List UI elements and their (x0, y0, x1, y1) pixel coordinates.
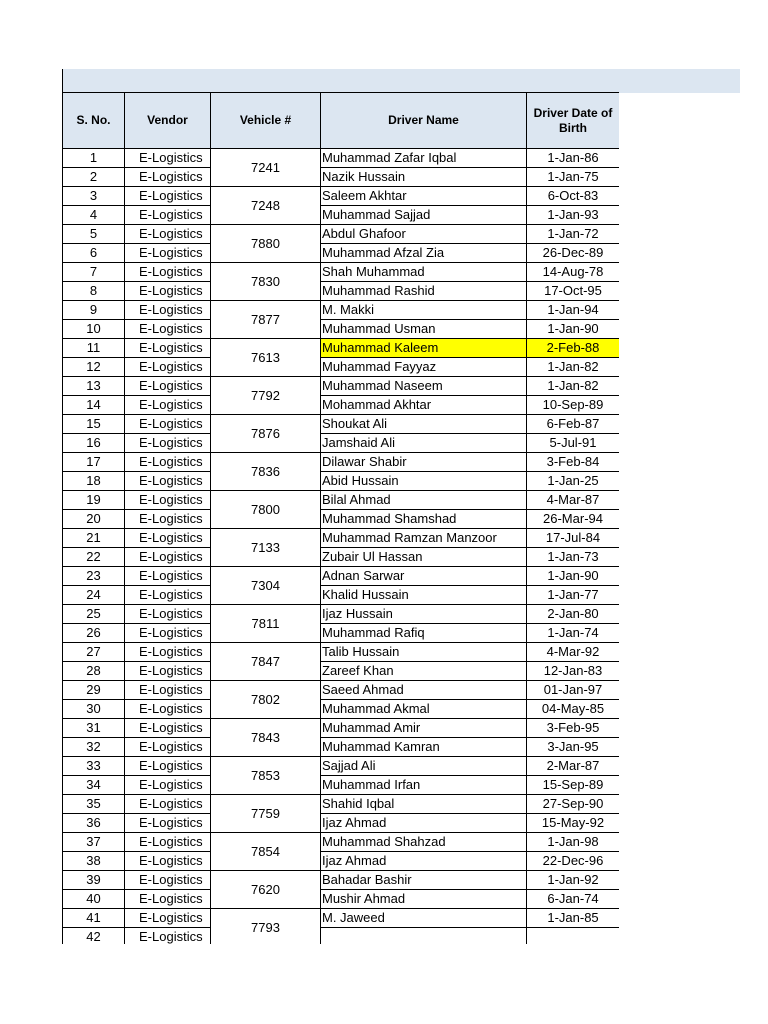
cell-sno[interactable]: 12 (63, 358, 125, 377)
cell-vehicle[interactable]: 7613 (211, 339, 321, 377)
cell-sno[interactable]: 26 (63, 624, 125, 643)
cell-vendor[interactable]: E-Logistics (125, 529, 211, 548)
cell-driver-name[interactable]: Sajjad Ali (321, 757, 527, 776)
cell-sno[interactable]: 5 (63, 225, 125, 244)
header-vehicle[interactable]: Vehicle # (211, 93, 321, 149)
cell-vehicle[interactable]: 7304 (211, 567, 321, 605)
cell-vendor[interactable]: E-Logistics (125, 472, 211, 491)
cell-dob[interactable]: 6-Feb-87 (527, 415, 620, 434)
table-row (63, 605, 620, 624)
cell-dob[interactable]: 3-Feb-84 (527, 453, 620, 472)
cell-dob[interactable]: 12-Jan-83 (527, 662, 620, 681)
table-row (63, 567, 620, 586)
cell-driver-name[interactable] (321, 928, 527, 945)
cell-driver-name[interactable]: Nazik Hussain (321, 168, 527, 187)
cell-sno[interactable]: 24 (63, 586, 125, 605)
cell-sno[interactable]: 33 (63, 757, 125, 776)
table-viewport (62, 92, 619, 944)
cell-dob[interactable]: 1-Jan-25 (527, 472, 620, 491)
cell-dob[interactable]: 01-Jan-97 (527, 681, 620, 700)
table-row (63, 643, 620, 662)
cell-sno[interactable]: 28 (63, 662, 125, 681)
cell-sno[interactable]: 3 (63, 187, 125, 206)
cell-driver-name[interactable]: Saeed Ahmad (321, 681, 527, 700)
table-row (63, 358, 620, 377)
cell-vendor[interactable]: E-Logistics (125, 833, 211, 852)
cell-driver-name[interactable]: Shahid Iqbal (321, 795, 527, 814)
cell-sno[interactable]: 36 (63, 814, 125, 833)
cell-vendor[interactable]: E-Logistics (125, 852, 211, 871)
cell-vendor[interactable]: E-Logistics (125, 586, 211, 605)
header-vendor[interactable]: Vendor (125, 93, 211, 149)
table-row (63, 624, 620, 643)
cell-dob[interactable]: 3-Feb-95 (527, 719, 620, 738)
cell-sno[interactable]: 39 (63, 871, 125, 890)
cell-vehicle[interactable]: 7843 (211, 719, 321, 757)
header-sno[interactable]: S. No. (63, 93, 125, 149)
cell-sno[interactable]: 34 (63, 776, 125, 795)
cell-driver-name[interactable]: M. Makki (321, 301, 527, 320)
cell-vendor[interactable]: E-Logistics (125, 510, 211, 529)
table-row (63, 187, 620, 206)
cell-sno[interactable]: 9 (63, 301, 125, 320)
table-row (63, 795, 620, 814)
cell-vehicle[interactable]: 7811 (211, 605, 321, 643)
table-row (63, 263, 620, 282)
cell-dob[interactable]: 26-Mar-94 (527, 510, 620, 529)
cell-driver-name[interactable]: Muhammad Rafiq (321, 624, 527, 643)
table-row (63, 301, 620, 320)
table-row (63, 225, 620, 244)
cell-driver-name[interactable]: Ijaz Ahmad (321, 852, 527, 871)
table-row (63, 586, 620, 605)
cell-vendor[interactable]: E-Logistics (125, 548, 211, 567)
cell-dob[interactable]: 1-Jan-72 (527, 225, 620, 244)
header-dob[interactable]: Driver Date of Birth (527, 93, 620, 149)
cell-driver-name[interactable]: Zareef Khan (321, 662, 527, 681)
table-row (63, 909, 620, 928)
cell-driver-name[interactable]: Mohammad Akhtar (321, 396, 527, 415)
table-row (63, 890, 620, 909)
cell-driver-name[interactable]: Muhammad Shamshad (321, 510, 527, 529)
cell-vendor[interactable]: E-Logistics (125, 814, 211, 833)
table-row (63, 206, 620, 225)
cell-driver-name[interactable]: Muhammad Naseem (321, 377, 527, 396)
cell-dob[interactable]: 1-Jan-90 (527, 567, 620, 586)
table-row (63, 681, 620, 700)
cell-vendor[interactable]: E-Logistics (125, 662, 211, 681)
table-row (63, 928, 620, 945)
cell-dob[interactable]: 1-Jan-82 (527, 358, 620, 377)
cell-dob[interactable]: 1-Jan-98 (527, 833, 620, 852)
cell-dob[interactable] (527, 928, 620, 945)
cell-dob[interactable]: 15-May-92 (527, 814, 620, 833)
cell-vendor[interactable]: E-Logistics (125, 434, 211, 453)
cell-dob[interactable]: 1-Jan-75 (527, 168, 620, 187)
table-row (63, 377, 620, 396)
table-row (63, 529, 620, 548)
cell-driver-name[interactable]: Muhammad Afzal Zia (321, 244, 527, 263)
table-row (63, 852, 620, 871)
cell-vendor[interactable]: E-Logistics (125, 871, 211, 890)
cell-sno[interactable]: 20 (63, 510, 125, 529)
cell-vehicle[interactable]: 7802 (211, 681, 321, 719)
cell-vehicle[interactable]: 7854 (211, 833, 321, 871)
cell-vehicle[interactable]: 7830 (211, 263, 321, 301)
cell-dob[interactable]: 10-Sep-89 (527, 396, 620, 415)
cell-vehicle[interactable]: 7248 (211, 187, 321, 225)
cell-sno[interactable]: 10 (63, 320, 125, 339)
cell-vendor[interactable]: E-Logistics (125, 776, 211, 795)
cell-dob[interactable]: 2-Jan-80 (527, 605, 620, 624)
table-row (63, 776, 620, 795)
cell-vendor[interactable]: E-Logistics (125, 738, 211, 757)
cell-sno[interactable]: 2 (63, 168, 125, 187)
cell-dob[interactable]: 4-Mar-92 (527, 643, 620, 662)
cell-sno[interactable]: 6 (63, 244, 125, 263)
cell-driver-name[interactable]: Muhammad Akmal (321, 700, 527, 719)
cell-vendor[interactable]: E-Logistics (125, 605, 211, 624)
table-row (63, 491, 620, 510)
cell-vendor[interactable]: E-Logistics (125, 206, 211, 225)
cell-dob[interactable]: 1-Jan-77 (527, 586, 620, 605)
cell-sno[interactable]: 40 (63, 890, 125, 909)
cell-sno[interactable]: 29 (63, 681, 125, 700)
cell-driver-name[interactable]: Muhammad Zafar Iqbal (321, 149, 527, 168)
table-row (63, 453, 620, 472)
table-row (63, 282, 620, 301)
title-band (62, 69, 740, 93)
table-row (63, 814, 620, 833)
cell-vehicle[interactable]: 7853 (211, 757, 321, 795)
cell-dob[interactable]: 22-Dec-96 (527, 852, 620, 871)
cell-sno[interactable]: 1 (63, 149, 125, 168)
cell-driver-name[interactable]: Muhammad Sajjad (321, 206, 527, 225)
cell-dob[interactable]: 4-Mar-87 (527, 491, 620, 510)
cell-vendor[interactable]: E-Logistics (125, 377, 211, 396)
cell-sno[interactable]: 14 (63, 396, 125, 415)
cell-sno[interactable]: 11 (63, 339, 125, 358)
cell-driver-name[interactable]: Jamshaid Ali (321, 434, 527, 453)
cell-sno[interactable]: 13 (63, 377, 125, 396)
table-row (63, 510, 620, 529)
cell-driver-name[interactable]: Adnan Sarwar (321, 567, 527, 586)
cell-sno[interactable]: 31 (63, 719, 125, 738)
cell-vehicle[interactable]: 7800 (211, 491, 321, 529)
cell-dob[interactable]: 1-Jan-93 (527, 206, 620, 225)
cell-driver-name[interactable]: Ijaz Hussain (321, 605, 527, 624)
cell-driver-name[interactable]: Abid Hussain (321, 472, 527, 491)
cell-vendor[interactable]: E-Logistics (125, 757, 211, 776)
cell-vendor[interactable]: E-Logistics (125, 890, 211, 909)
cell-vehicle[interactable]: 7759 (211, 795, 321, 833)
cell-driver-name[interactable]: Muhammad Rashid (321, 282, 527, 301)
cell-sno[interactable]: 23 (63, 567, 125, 586)
table-row (63, 339, 620, 358)
cell-driver-name[interactable]: Bilal Ahmad (321, 491, 527, 510)
table-row (63, 434, 620, 453)
header-driver-name[interactable]: Driver Name (321, 93, 527, 149)
table-row (63, 244, 620, 263)
cell-dob[interactable]: 5-Jul-91 (527, 434, 620, 453)
cell-driver-name[interactable]: Saleem Akhtar (321, 187, 527, 206)
cell-sno[interactable]: 42 (63, 928, 125, 945)
cell-vendor[interactable]: E-Logistics (125, 320, 211, 339)
cell-vendor[interactable]: E-Logistics (125, 244, 211, 263)
table-row (63, 548, 620, 567)
cell-driver-name[interactable]: M. Jaweed (321, 909, 527, 928)
cell-vehicle[interactable]: 7793 (211, 909, 321, 945)
cell-vehicle[interactable]: 7792 (211, 377, 321, 415)
cell-driver-name[interactable]: Muhammad Amir (321, 719, 527, 738)
cell-sno[interactable]: 19 (63, 491, 125, 510)
cell-vehicle[interactable]: 7880 (211, 225, 321, 263)
cell-dob[interactable]: 6-Oct-83 (527, 187, 620, 206)
cell-driver-name[interactable]: Bahadar Bashir (321, 871, 527, 890)
cell-dob[interactable]: 1-Jan-94 (527, 301, 620, 320)
cell-dob[interactable]: 1-Jan-85 (527, 909, 620, 928)
cell-vehicle[interactable]: 7620 (211, 871, 321, 909)
driver-table (62, 92, 619, 944)
table-row (63, 396, 620, 415)
cell-sno[interactable]: 18 (63, 472, 125, 491)
cell-vehicle[interactable]: 7133 (211, 529, 321, 567)
cell-vendor[interactable]: E-Logistics (125, 358, 211, 377)
cell-driver-name[interactable]: Shoukat Ali (321, 415, 527, 434)
cell-vendor[interactable]: E-Logistics (125, 301, 211, 320)
table-body (63, 149, 620, 945)
cell-sno[interactable]: 15 (63, 415, 125, 434)
cell-vendor[interactable]: E-Logistics (125, 681, 211, 700)
cell-sno[interactable]: 37 (63, 833, 125, 852)
cell-vendor[interactable]: E-Logistics (125, 928, 211, 945)
cell-vendor[interactable]: E-Logistics (125, 909, 211, 928)
cell-dob[interactable]: 26-Dec-89 (527, 244, 620, 263)
cell-sno[interactable]: 21 (63, 529, 125, 548)
table-row (63, 168, 620, 187)
cell-dob[interactable]: 1-Jan-73 (527, 548, 620, 567)
cell-sno[interactable]: 22 (63, 548, 125, 567)
cell-vendor[interactable]: E-Logistics (125, 263, 211, 282)
cell-driver-name[interactable]: Talib Hussain (321, 643, 527, 662)
cell-vendor[interactable]: E-Logistics (125, 339, 211, 358)
cell-driver-name[interactable]: Muhammad Shahzad (321, 833, 527, 852)
cell-dob[interactable]: 2-Mar-87 (527, 757, 620, 776)
cell-dob[interactable]: 14-Aug-78 (527, 263, 620, 282)
table-row (63, 757, 620, 776)
cell-vendor[interactable]: E-Logistics (125, 700, 211, 719)
cell-sno[interactable]: 17 (63, 453, 125, 472)
table-row (63, 149, 620, 168)
cell-dob[interactable]: 17-Oct-95 (527, 282, 620, 301)
table-row (63, 719, 620, 738)
table-row (63, 662, 620, 681)
cell-sno[interactable]: 32 (63, 738, 125, 757)
cell-vendor[interactable]: E-Logistics (125, 225, 211, 244)
cell-vendor[interactable]: E-Logistics (125, 719, 211, 738)
cell-driver-name[interactable]: Zubair Ul Hassan (321, 548, 527, 567)
cell-dob[interactable]: 1-Jan-82 (527, 377, 620, 396)
cell-vendor[interactable]: E-Logistics (125, 149, 211, 168)
cell-vehicle[interactable]: 7241 (211, 149, 321, 187)
cell-driver-name[interactable]: Muhammad Irfan (321, 776, 527, 795)
cell-sno[interactable]: 41 (63, 909, 125, 928)
cell-driver-name[interactable]: Khalid Hussain (321, 586, 527, 605)
cell-dob[interactable]: 1-Jan-74 (527, 624, 620, 643)
cell-vehicle[interactable]: 7847 (211, 643, 321, 681)
cell-sno[interactable]: 8 (63, 282, 125, 301)
cell-driver-name[interactable]: Ijaz Ahmad (321, 814, 527, 833)
cell-sno[interactable]: 27 (63, 643, 125, 662)
table-row (63, 320, 620, 339)
cell-vendor[interactable]: E-Logistics (125, 795, 211, 814)
cell-driver-name[interactable]: Muhammad Ramzan Manzoor (321, 529, 527, 548)
cell-vehicle[interactable]: 7877 (211, 301, 321, 339)
cell-vendor[interactable]: E-Logistics (125, 624, 211, 643)
cell-vendor[interactable]: E-Logistics (125, 643, 211, 662)
cell-driver-name[interactable]: Muhammad Fayyaz (321, 358, 527, 377)
cell-sno[interactable]: 38 (63, 852, 125, 871)
header-row (63, 93, 620, 149)
cell-vendor[interactable]: E-Logistics (125, 168, 211, 187)
cell-driver-name[interactable]: Muhammad Kaleem (321, 339, 527, 358)
cell-dob[interactable]: 27-Sep-90 (527, 795, 620, 814)
cell-sno[interactable]: 35 (63, 795, 125, 814)
cell-vendor[interactable]: E-Logistics (125, 187, 211, 206)
cell-driver-name[interactable]: Mushir Ahmad (321, 890, 527, 909)
cell-vendor[interactable]: E-Logistics (125, 453, 211, 472)
cell-vendor[interactable]: E-Logistics (125, 567, 211, 586)
cell-sno[interactable]: 16 (63, 434, 125, 453)
table-row (63, 833, 620, 852)
cell-vendor[interactable]: E-Logistics (125, 415, 211, 434)
cell-driver-name[interactable]: Abdul Ghafoor (321, 225, 527, 244)
cell-dob[interactable]: 2-Feb-88 (527, 339, 620, 358)
table-row (63, 472, 620, 491)
cell-dob[interactable]: 6-Jan-74 (527, 890, 620, 909)
cell-dob[interactable]: 1-Jan-86 (527, 149, 620, 168)
cell-driver-name[interactable]: Shah Muhammad (321, 263, 527, 282)
cell-dob[interactable]: 15-Sep-89 (527, 776, 620, 795)
cell-dob[interactable]: 3-Jan-95 (527, 738, 620, 757)
cell-vehicle[interactable]: 7836 (211, 453, 321, 491)
cell-dob[interactable]: 1-Jan-90 (527, 320, 620, 339)
table-row (63, 738, 620, 757)
cell-dob[interactable]: 1-Jan-92 (527, 871, 620, 890)
cell-sno[interactable]: 4 (63, 206, 125, 225)
cell-vendor[interactable]: E-Logistics (125, 282, 211, 301)
cell-vehicle[interactable]: 7876 (211, 415, 321, 453)
cell-driver-name[interactable]: Muhammad Usman (321, 320, 527, 339)
cell-vendor[interactable]: E-Logistics (125, 491, 211, 510)
cell-dob[interactable]: 17-Jul-84 (527, 529, 620, 548)
cell-driver-name[interactable]: Dilawar Shabir (321, 453, 527, 472)
table-row (63, 871, 620, 890)
table-row (63, 415, 620, 434)
cell-sno[interactable]: 25 (63, 605, 125, 624)
cell-driver-name[interactable]: Muhammad Kamran (321, 738, 527, 757)
cell-vendor[interactable]: E-Logistics (125, 396, 211, 415)
cell-sno[interactable]: 30 (63, 700, 125, 719)
table-row (63, 700, 620, 719)
cell-dob[interactable]: 04-May-85 (527, 700, 620, 719)
cell-sno[interactable]: 7 (63, 263, 125, 282)
